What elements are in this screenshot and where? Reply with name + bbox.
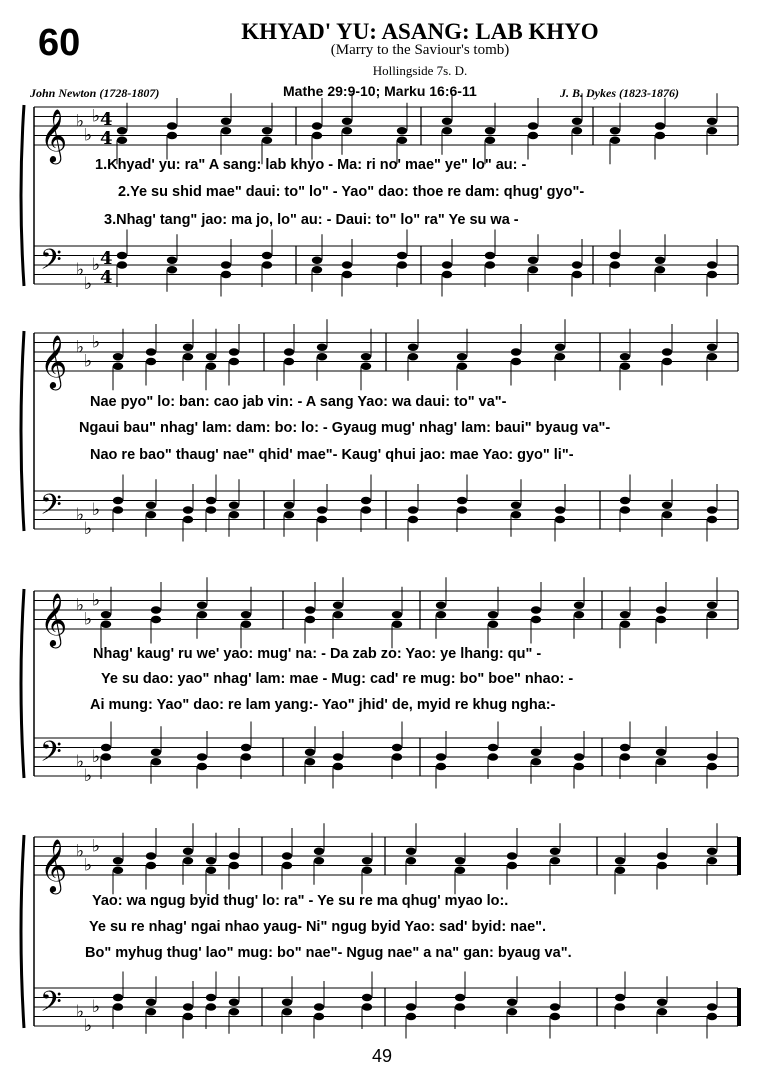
flat-sign-icon: ♭ (92, 106, 101, 127)
flat-sign-icon: ♭ (92, 590, 101, 611)
notehead (406, 1003, 416, 1011)
notehead (146, 501, 156, 509)
notehead (615, 1003, 625, 1011)
notehead (183, 516, 193, 524)
composer-credit: J. B. Dykes (1823-1876) (560, 86, 679, 100)
notehead (241, 744, 251, 752)
notehead (342, 127, 352, 135)
notehead (406, 1013, 416, 1021)
flat-sign-icon: ♭ (92, 255, 101, 275)
notehead (167, 132, 177, 140)
lyric-line: Bo" myhug thug' lao" mug: bo" nae"- Ngug nae" a na" gan: byaug va". (85, 945, 572, 961)
notehead (229, 862, 239, 870)
flat-sign-icon: ♭ (84, 125, 93, 146)
notehead (485, 136, 495, 144)
page-number: 49 (371, 1046, 393, 1066)
notehead (550, 857, 560, 865)
notehead (572, 117, 582, 125)
notehead (151, 606, 161, 614)
notehead (528, 256, 538, 264)
notehead (707, 763, 717, 771)
scripture-reference: Mathe 29:9-10; Marku 16:6-11 (283, 83, 477, 99)
notehead (241, 753, 251, 761)
notehead (312, 256, 322, 264)
notehead (531, 606, 541, 614)
notehead (408, 353, 418, 361)
notehead (610, 127, 620, 135)
notehead (197, 611, 207, 619)
flat-sign-icon: ♭ (76, 595, 85, 616)
notehead (507, 998, 517, 1006)
notehead (662, 358, 672, 366)
notehead (455, 866, 465, 874)
flat-sign-icon: ♭ (92, 836, 101, 857)
notehead (362, 994, 372, 1002)
notehead (572, 127, 582, 135)
notehead (574, 763, 584, 771)
notehead (488, 744, 498, 752)
notehead (183, 343, 193, 351)
notehead (183, 847, 193, 855)
notehead (146, 348, 156, 356)
notehead (183, 857, 193, 865)
notehead (229, 852, 239, 860)
notehead (397, 136, 407, 144)
time-signature: 4 (100, 267, 113, 288)
flat-sign-icon: ♭ (76, 111, 85, 132)
notehead (488, 753, 498, 761)
notehead (620, 620, 630, 628)
notehead (655, 266, 665, 274)
notehead (408, 516, 418, 524)
flat-sign-icon: ♭ (92, 332, 101, 353)
notehead (221, 261, 231, 269)
notehead (707, 611, 717, 619)
notehead (662, 348, 672, 356)
notehead (206, 497, 216, 505)
notehead (392, 611, 402, 619)
notehead (574, 601, 584, 609)
notehead (610, 261, 620, 269)
flat-sign-icon: ♭ (76, 259, 85, 280)
hymn-subtitle: (Marry to the Saviour's tomb) (330, 42, 510, 58)
notehead (550, 1013, 560, 1021)
notehead (305, 606, 315, 614)
notehead (167, 266, 177, 274)
notehead (615, 857, 625, 865)
notehead (707, 271, 717, 279)
notehead (528, 132, 538, 140)
notehead (305, 616, 315, 624)
notehead (113, 1003, 123, 1011)
notehead (117, 136, 127, 144)
notehead (707, 1003, 717, 1011)
flat-sign-icon: ♭ (76, 1001, 85, 1022)
lyric-line: 3.Nhag' tang" jao: ma jo, lo" au: - Daui: to" lo" ra" Ye su wa - (104, 212, 519, 228)
treble-clef-icon: 𝄞 (40, 108, 68, 162)
notehead (101, 753, 111, 761)
notehead (206, 362, 216, 370)
notehead (262, 252, 272, 260)
notehead (707, 127, 717, 135)
notehead (101, 744, 111, 752)
notehead (146, 358, 156, 366)
notehead (342, 271, 352, 279)
lyric-line: Nae pyo" lo: ban: cao jab vin: - A sang Yao: wa daui: to" va"- (90, 394, 507, 410)
notehead (442, 117, 452, 125)
notehead (167, 122, 177, 130)
notehead (101, 620, 111, 628)
notehead (620, 362, 630, 370)
notehead (392, 753, 402, 761)
flat-sign-icon: ♭ (84, 609, 93, 630)
notehead (656, 606, 666, 614)
bass-clef-icon: 𝄢 (40, 243, 62, 284)
lyric-line: Nao re bao" thaug' nae" qhid' mae"- Kaug' qhui jao: mae Yao: gyo" li"- (90, 447, 574, 463)
staff-bracket (21, 589, 24, 778)
notehead (488, 611, 498, 619)
notehead (183, 1013, 193, 1021)
notehead (656, 616, 666, 624)
notehead (284, 501, 294, 509)
notehead (657, 1008, 667, 1016)
notehead (197, 601, 207, 609)
notehead (656, 748, 666, 756)
treble-clef-icon: 𝄞 (40, 334, 68, 388)
notehead (146, 511, 156, 519)
notehead (312, 132, 322, 140)
notehead (620, 611, 630, 619)
notehead (610, 252, 620, 260)
notehead (282, 862, 292, 870)
notehead (531, 616, 541, 624)
final-bar-line (737, 988, 741, 1026)
notehead (574, 753, 584, 761)
treble-clef-icon: 𝄞 (40, 838, 68, 892)
notehead (101, 611, 111, 619)
notehead (262, 261, 272, 269)
lyric-line: Ye su dao: yao" nhag' lam: mae - Mug: cad' re mug: bo" boe" nhao: - (101, 671, 574, 687)
notehead (183, 353, 193, 361)
flat-sign-icon: ♭ (92, 747, 101, 767)
flat-sign-icon: ♭ (84, 519, 93, 539)
lyric-line: Nhag' kaug' ru we' yao: mug' na: - Da zab zo: Yao: ye lhang: qu" - (93, 646, 542, 662)
notehead (436, 611, 446, 619)
notehead (511, 348, 521, 356)
notehead (662, 501, 672, 509)
notehead (113, 506, 123, 514)
notehead (312, 266, 322, 274)
notehead (221, 271, 231, 279)
notehead (113, 353, 123, 361)
notehead (146, 1008, 156, 1016)
notehead (555, 353, 565, 361)
notehead (167, 256, 177, 264)
staff-bracket (21, 835, 24, 1028)
notehead (229, 998, 239, 1006)
notehead (615, 994, 625, 1002)
notehead (485, 127, 495, 135)
notehead (229, 348, 239, 356)
notehead (397, 127, 407, 135)
notehead (507, 852, 517, 860)
notehead (657, 852, 667, 860)
notehead (284, 511, 294, 519)
notehead (282, 852, 292, 860)
notehead (655, 122, 665, 130)
hymn-number: 60 (38, 22, 81, 64)
notehead (528, 122, 538, 130)
lyric-line: Yao: wa ngug byid thug' lo: ra" - Ye su re ma qhug' myao lo:. (92, 893, 509, 909)
flat-sign-icon: ♭ (92, 997, 101, 1017)
notehead (511, 358, 521, 366)
notehead (117, 127, 127, 135)
notehead (317, 353, 327, 361)
notehead (707, 601, 717, 609)
notehead (457, 506, 467, 514)
notehead (657, 862, 667, 870)
notehead (436, 753, 446, 761)
notehead (397, 261, 407, 269)
notehead (305, 748, 315, 756)
notehead (314, 857, 324, 865)
notehead (113, 362, 123, 370)
notehead (151, 748, 161, 756)
notehead (485, 252, 495, 260)
treble-clef-icon: 𝄞 (40, 592, 68, 646)
staff-bracket (21, 331, 24, 531)
notehead (574, 611, 584, 619)
notehead (455, 994, 465, 1002)
notehead (507, 862, 517, 870)
notehead (707, 847, 717, 855)
hymn-title: KHYAD' YU: ASANG: LAB KHYO (241, 19, 599, 44)
notehead (241, 620, 251, 628)
notehead (511, 501, 521, 509)
notehead (317, 506, 327, 514)
notehead (206, 994, 216, 1002)
flat-sign-icon: ♭ (84, 351, 93, 372)
notehead (206, 353, 216, 361)
notehead (610, 136, 620, 144)
notehead (572, 261, 582, 269)
notehead (657, 998, 667, 1006)
notehead (113, 497, 123, 505)
notehead (707, 753, 717, 761)
lyric-line: Ngaui bau" nhag' lam: dam: bo: lo: - Gyaug mug' nhag' lam: baui" byaug va"- (79, 420, 611, 436)
notehead (408, 506, 418, 514)
lyric-line: 1.Khyad' yu: ra" A sang: lab khyo - Ma: ri no' mae" ye" lo" au: - (95, 157, 527, 173)
notehead (397, 252, 407, 260)
bass-clef-icon: 𝄢 (40, 488, 62, 529)
notehead (333, 763, 343, 771)
notehead (620, 744, 630, 752)
notehead (197, 753, 207, 761)
notehead (457, 362, 467, 370)
notehead (656, 758, 666, 766)
notehead (362, 1003, 372, 1011)
lyric-line: Ai mung: Yao" dao: re lam yang:- Yao" jhid' de, myid re khug ngha:- (90, 697, 556, 713)
notehead (442, 271, 452, 279)
notehead (436, 763, 446, 771)
final-bar-line (737, 837, 741, 875)
notehead (113, 857, 123, 865)
notehead (555, 343, 565, 351)
notehead (406, 847, 416, 855)
notehead (183, 1003, 193, 1011)
notehead (362, 866, 372, 874)
notehead (531, 758, 541, 766)
flat-sign-icon: ♭ (76, 337, 85, 358)
notehead (707, 1013, 717, 1021)
notehead (408, 343, 418, 351)
notehead (183, 506, 193, 514)
notehead (197, 763, 207, 771)
notehead (436, 601, 446, 609)
flat-sign-icon: ♭ (84, 855, 93, 876)
notehead (314, 1013, 324, 1021)
notehead (333, 753, 343, 761)
notehead (655, 132, 665, 140)
notehead (555, 516, 565, 524)
notehead (206, 857, 216, 865)
author-credit: John Newton (1728-1807) (30, 86, 160, 100)
notehead (361, 497, 371, 505)
flat-sign-icon: ♭ (84, 766, 93, 786)
notehead (206, 506, 216, 514)
lyric-line: 2.Ye su shid mae" daui: to" lo" - Yao" dao: thoe re dam: qhug' gyo"- (118, 184, 585, 200)
notehead (229, 511, 239, 519)
tune-name: Hollingside 7s. D. (372, 63, 468, 78)
time-signature: 4 (100, 128, 113, 149)
notehead (229, 358, 239, 366)
notehead (151, 616, 161, 624)
notehead (507, 1008, 517, 1016)
notehead (528, 266, 538, 274)
flat-sign-icon: ♭ (84, 1016, 93, 1036)
notehead (221, 127, 231, 135)
notehead (620, 497, 630, 505)
notehead (620, 753, 630, 761)
notehead (620, 506, 630, 514)
flat-sign-icon: ♭ (76, 751, 85, 772)
notehead (206, 1003, 216, 1011)
notehead (241, 611, 251, 619)
notehead (707, 506, 717, 514)
notehead (282, 998, 292, 1006)
notehead (314, 1003, 324, 1011)
notehead (707, 857, 717, 865)
notehead (262, 127, 272, 135)
notehead (206, 866, 216, 874)
notehead (333, 601, 343, 609)
notehead (442, 127, 452, 135)
notehead (485, 261, 495, 269)
notehead (555, 506, 565, 514)
flat-sign-icon: ♭ (76, 841, 85, 862)
notehead (361, 362, 371, 370)
notehead (305, 758, 315, 766)
notehead (457, 353, 467, 361)
notehead (314, 847, 324, 855)
notehead (113, 994, 123, 1002)
notehead (317, 343, 327, 351)
notehead (550, 847, 560, 855)
notehead (342, 261, 352, 269)
notehead (392, 620, 402, 628)
notehead (146, 862, 156, 870)
notehead (146, 852, 156, 860)
notehead (455, 1003, 465, 1011)
notehead (312, 122, 322, 130)
flat-sign-icon: ♭ (76, 504, 85, 525)
flat-sign-icon: ♭ (84, 274, 93, 294)
staff-bracket (21, 105, 24, 286)
notehead (442, 261, 452, 269)
lyric-line: Ye su re nhag' ngai nhao yaug- Ni" ngug byid Yao: sad' byid: nae". (89, 919, 547, 935)
notehead (572, 271, 582, 279)
notehead (362, 857, 372, 865)
notehead (392, 744, 402, 752)
flat-sign-icon: ♭ (92, 500, 101, 520)
time-signature: 4 (100, 109, 113, 130)
notehead (262, 136, 272, 144)
notehead (707, 353, 717, 361)
bass-clef-icon: 𝄢 (40, 985, 62, 1026)
notehead (151, 758, 161, 766)
notehead (117, 261, 127, 269)
notehead (333, 611, 343, 619)
notehead (317, 516, 327, 524)
notehead (707, 343, 717, 351)
notehead (455, 857, 465, 865)
notehead (146, 998, 156, 1006)
notehead (511, 511, 521, 519)
notehead (284, 358, 294, 366)
notehead (707, 117, 717, 125)
bass-clef-icon: 𝄢 (40, 735, 62, 776)
notehead (531, 748, 541, 756)
notehead (707, 261, 717, 269)
notehead (662, 511, 672, 519)
notehead (229, 501, 239, 509)
notehead (361, 506, 371, 514)
notehead (615, 866, 625, 874)
notehead (550, 1003, 560, 1011)
notehead (406, 857, 416, 865)
notehead (282, 1008, 292, 1016)
notehead (488, 620, 498, 628)
notehead (620, 353, 630, 361)
notehead (229, 1008, 239, 1016)
notehead (117, 252, 127, 260)
notehead (361, 353, 371, 361)
notehead (655, 256, 665, 264)
notehead (221, 117, 231, 125)
notehead (284, 348, 294, 356)
notehead (342, 117, 352, 125)
notehead (707, 516, 717, 524)
notehead (113, 866, 123, 874)
notehead (457, 497, 467, 505)
time-signature: 4 (100, 248, 113, 269)
